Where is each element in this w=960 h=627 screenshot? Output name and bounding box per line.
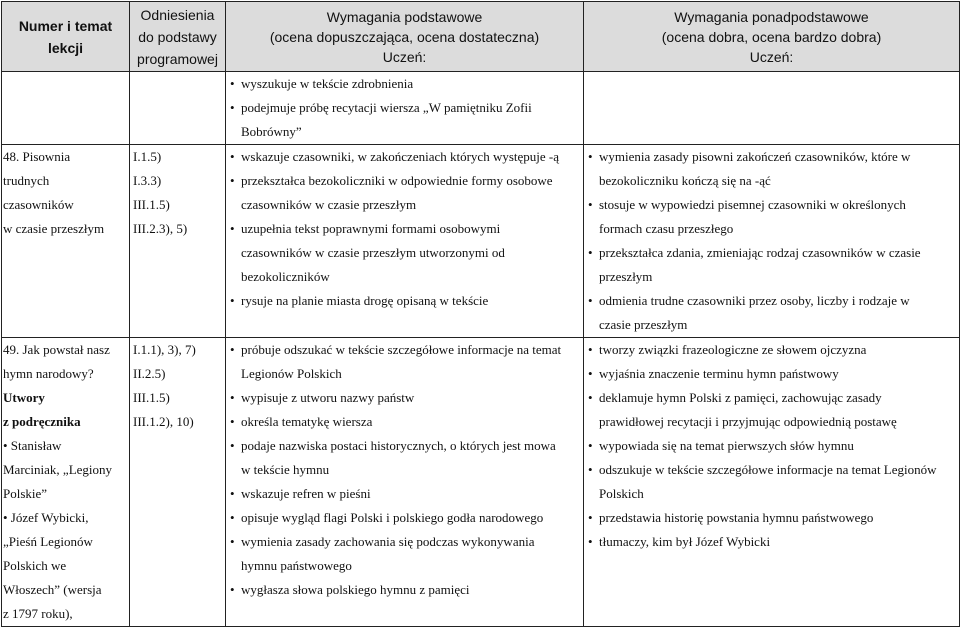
header-text: do podstawy: [138, 28, 217, 45]
header-text: Uczeń:: [382, 48, 427, 65]
lesson-text: Włoszech” (wersja: [3, 582, 102, 597]
requirements-list: [229, 145, 580, 313]
list-item: • przekształca bezokoliczniki w odpowiednie formy osobowe: [229, 169, 580, 193]
reference-cell: [130, 338, 226, 627]
reference-code: III.1.5): [133, 197, 170, 212]
lesson-text: z 1797 roku),: [3, 606, 73, 621]
table-header-row: [2, 2, 960, 72]
list-item: • wypowiada się na temat pierwszych słów hymnu: [587, 434, 956, 458]
list-item: • wymienia zasady pisowni zakończeń czasowników, które w: [587, 145, 956, 169]
list-item: Bobrówny”: [241, 124, 302, 139]
advanced-requirements-cell: [584, 145, 960, 338]
list-item: • opisuje wygląd flagi Polski i polskiego godła narodowego: [229, 506, 580, 530]
lesson-text: • Józef Wybicki,: [3, 510, 89, 525]
header-text: Uczeń:: [749, 48, 794, 65]
list-item: • deklamuje hymn Polski z pamięci, zachowując zasady: [587, 386, 956, 410]
lesson-cell: [2, 145, 130, 338]
lesson-text: 49. Jak powstał nasz: [3, 342, 110, 357]
list-item: • wyszukuje w tekście zdrobnienia: [229, 72, 580, 96]
lesson-text: „Pieśń Legionów: [3, 534, 93, 549]
table-body: [2, 72, 960, 627]
lesson-text: czasowników: [3, 197, 74, 212]
list-item: • wygłasza słowa polskiego hymnu z pamięci: [229, 578, 580, 602]
list-item: prawidłowej recytacji i przyjmując odpowiednią postawę: [599, 414, 897, 429]
requirements-list: [229, 72, 580, 144]
lesson-text: • Stanisław: [3, 438, 62, 453]
reference-cell: [130, 72, 226, 145]
requirements-list: [587, 338, 956, 554]
list-item: • wskazuje refren w pieśni: [229, 482, 580, 506]
list-item: bezokoliczników: [241, 269, 330, 284]
advanced-requirements-cell: [584, 72, 960, 145]
list-item: • próbuje odszukać w tekście szczegółowe informacje na temat: [229, 338, 580, 362]
list-item: formach czasu przeszłego: [599, 221, 734, 236]
list-item: • tłumaczy, kim był Józef Wybicki: [587, 530, 956, 554]
list-item: • odszukuje w tekście szczegółowe informacje na temat Legionów: [587, 458, 956, 482]
list-item: • podejmuje próbę recytacji wiersza „W pamiętniku Zofii: [229, 96, 580, 120]
header-basic-requirements: [226, 2, 584, 72]
list-item: hymnu państwowego: [241, 558, 352, 573]
reference-code: I.1.1), 3), 7): [133, 342, 196, 357]
lesson-cell: [2, 338, 130, 627]
reference-code: III.2.3), 5): [133, 221, 188, 236]
list-item: czasie przeszłym: [599, 317, 688, 332]
header-advanced-requirements: [584, 2, 960, 72]
list-item: Polskich: [599, 486, 644, 501]
list-item: • rysuje na planie miasta drogę opisaną w tekście: [229, 289, 580, 313]
list-item: czasowników w czasie przeszłym utworzonymi od: [241, 245, 505, 260]
list-item: • tworzy związki frazeologiczne ze słowem ojczyzna: [587, 338, 956, 362]
list-item: • wymienia zasady zachowania się podczas wykonywania: [229, 530, 580, 554]
list-item: przeszłym: [599, 269, 653, 284]
list-item: • podaje nazwiska postaci historycznych, o których jest mowa: [229, 434, 580, 458]
lesson-text: Utwory: [3, 390, 45, 405]
list-item: • wypisuje z utworu nazwy państw: [229, 386, 580, 410]
lesson-cell: [2, 72, 130, 145]
header-text: Odniesienia: [140, 6, 215, 23]
header-text: Wymagania podstawowe: [326, 8, 483, 25]
header-text: Numer i temat: [18, 17, 113, 34]
list-item: Legionów Polskich: [241, 366, 342, 381]
lesson-text: trudnych: [3, 173, 50, 188]
list-item: w tekście hymnu: [241, 462, 330, 477]
reference-code: II.2.5): [133, 366, 166, 381]
list-item: • uzupełnia tekst poprawnymi formami osobowymi: [229, 217, 580, 241]
list-item: • wyjaśnia znaczenie terminu hymn państwowy: [587, 362, 956, 386]
header-text: lekcji: [47, 39, 84, 56]
list-item: czasowników w czasie przeszłym: [241, 197, 417, 212]
basic-requirements-cell: [226, 338, 584, 627]
requirements-list: [587, 145, 956, 337]
header-reference: [130, 2, 226, 72]
list-item: • stosuje w wypowiedzi pisemnej czasowniki w określonych: [587, 193, 956, 217]
reference-code: III.1.5): [133, 390, 170, 405]
list-item: • przedstawia historię powstania hymnu państwowego: [587, 506, 956, 530]
header-lesson: [2, 2, 130, 72]
lesson-text: w czasie przeszłym: [3, 221, 105, 236]
header-text: (ocena dobra, ocena bardzo dobra): [661, 28, 882, 45]
basic-requirements-cell: [226, 145, 584, 338]
requirements-list: [229, 338, 580, 602]
lesson-text: hymn narodowy?: [3, 366, 94, 381]
lesson-text: 48. Pisownia: [3, 149, 71, 164]
table-row: [2, 338, 960, 627]
advanced-requirements-cell: [584, 338, 960, 627]
lesson-text: Polskich we: [3, 558, 67, 573]
list-item: • przekształca zdania, zmieniając rodzaj czasowników w czasie: [587, 241, 956, 265]
reference-code: I.3.3): [133, 173, 162, 188]
table-row: [2, 72, 960, 145]
basic-requirements-cell: [226, 72, 584, 145]
list-item: • wskazuje czasowniki, w zakończeniach których występuje -ą: [229, 145, 580, 169]
table-row: [2, 145, 960, 338]
list-item: bezokoliczniku kończą się na -ąć: [599, 173, 771, 188]
lesson-text: Polskie”: [3, 486, 48, 501]
header-text: Wymagania ponadpodstawowe: [674, 8, 869, 25]
list-item: • odmienia trudne czasowniki przez osoby, liczby i rodzaje w: [587, 289, 956, 313]
requirements-table: [1, 1, 960, 627]
reference-code: III.1.2), 10): [133, 414, 194, 429]
lesson-text: z podręcznika: [3, 414, 81, 429]
lesson-text: Marciniak, „Legiony: [3, 462, 113, 477]
reference-code: I.1.5): [133, 149, 162, 164]
header-text: (ocena dopuszczająca, ocena dostateczna): [269, 28, 540, 45]
list-item: • określa tematykę wiersza: [229, 410, 580, 434]
header-text: programowej: [137, 50, 218, 67]
reference-cell: [130, 145, 226, 338]
